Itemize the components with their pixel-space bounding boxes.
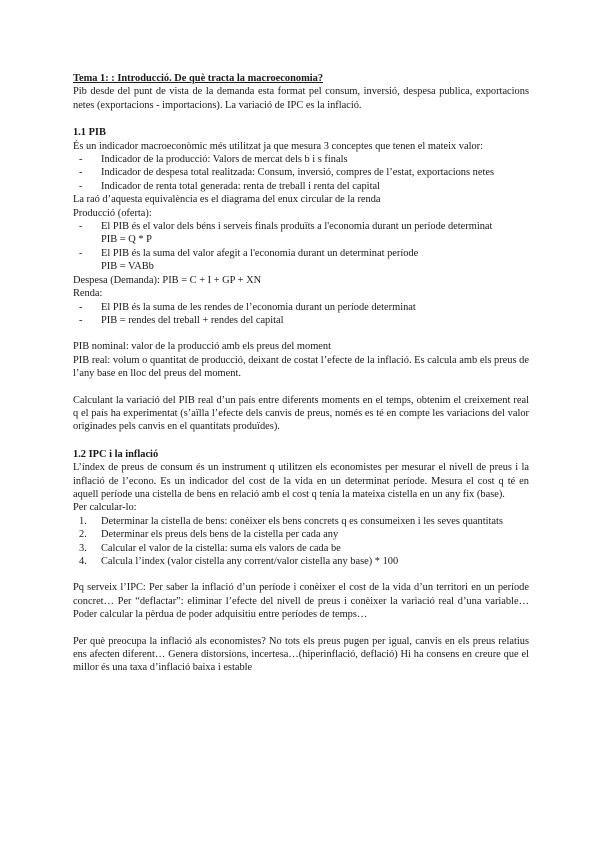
list-item: - El PIB és la suma de les rendes de l’economia durant un període determinat	[79, 301, 416, 313]
document-title: Tema 1: : Introducció. De què tracta la macroeconomia?	[73, 73, 324, 84]
income-list	[73, 301, 529, 328]
section-heading-pib: 1.1 PIB	[73, 127, 106, 139]
ipc-definition: L’índex de preus de consum és un instrument q utilitzen els economistes per mesurar el nivell de preus i la inflació de l’econo. Es un indicador del cost de la vida en un determinat període. Mesura el cost q té en aquell període una cistella de bens en relació amb el cost q tenia la mateixa cistella en un any fix (base).	[73, 462, 529, 500]
list-item: 3. Calcular el valor de la cistella: suma els valors de cada be	[79, 542, 341, 554]
list-item: - PIB = rendes del treball + rendes del capital	[79, 314, 284, 326]
formula: PIB = VABb	[101, 261, 154, 273]
list-item: - El PIB és el valor dels béns i serveis finals produïts a l'economia durant un període determinat PIB = Q * P	[73, 220, 529, 247]
list-item: 1. Determinar la cistella de bens: conèixer els bens concrets q es consumeixen i les seves quantitats	[79, 515, 503, 527]
gdp-growth-paragraph: Calculant la variació del PIB real d’un país entre diferents moments en el temps, obtenim el creixement real q el país ha experimentat (s’aïlla l’efecte dels canvis de preus, només es té en compte les variacions del valor originades pels canvis en el quantitats produïdes).	[73, 394, 529, 433]
expenditure-formula: Despesa (Demanda): PIB = C + I + GP + XN	[73, 274, 262, 286]
formula: PIB = Q * P	[101, 234, 152, 246]
inflation-concern-paragraph: Per què preocupa la inflació als economistes? No tots els preus pugen per igual, canvis en els preus relatius ens afecten diferent… Genera distorsions, incertesa…(hiperinflació, deflació) Hi ha consens en creure que el millor és una taxa d’inflació baixa i estable	[73, 635, 529, 674]
document-page	[73, 72, 529, 675]
income-label: Renda:	[73, 288, 103, 300]
list-item: - Indicador de renta total generada: renta de treball i renta del capital	[79, 180, 380, 192]
calc-label: Per calcular-lo:	[73, 502, 137, 514]
circular-flow-note: La raó d’aquesta equivalència es el diagrama del enux circular de la renda	[73, 194, 381, 206]
ipc-steps-list	[73, 515, 529, 569]
list-item: - El PIB és la suma del valor afegit a l'economia durant un determinat període PIB = VABb	[73, 247, 529, 274]
list-item: 4. Calcula l’index (valor cistella any corrent/valor cistella any base) * 100	[79, 556, 399, 567]
nominal-gdp: PIB nominal: valor de la producció amb els preus del moment	[73, 341, 331, 353]
production-list	[73, 220, 529, 274]
production-label: Producció (oferta):	[73, 207, 152, 219]
pib-definition: És un indicador macroeconòmic més utilitzat ja que mesura 3 conceptes que tenen el mateix valor:	[73, 140, 483, 152]
list-item: 2. Determinar els preus dels bens de la cistella per cada any	[79, 529, 339, 541]
pib-indicator-list	[73, 153, 529, 193]
ipc-uses-paragraph: Pq serveix l’IPC: Per saber la inflació d’un període i conèixer el cost de la vida d’un territori en un període concret… Per “deflactar”: eliminar l’efecte del nivell de preus i conèixer la variació real d’una variable… Poder calcular la pèrdua de poder adquisitiu entre períodes de temps…	[73, 582, 529, 621]
real-gdp: PIB real: volum o quantitat de producció, deixant de costat l’efecte de la inflació. Es calcula amb els preus de l’any base en lloc del preus del moment.	[73, 354, 529, 380]
list-item: - Indicador de despesa total realitzada: Consum, inversió, compres de l’estat, exportacions netes	[79, 167, 494, 179]
list-item: - Indicador de la producció: Valors de mercat dels b i s finals	[79, 154, 348, 166]
intro-paragraph: Pib desde del punt de vista de la demanda esta format pel consum, inversió, despesa publica, exportacions netes (exportacions - importacions). La variació de IPC es la inflació.	[73, 86, 529, 111]
section-heading-ipc: 1.2 IPC i la inflació	[73, 448, 159, 460]
